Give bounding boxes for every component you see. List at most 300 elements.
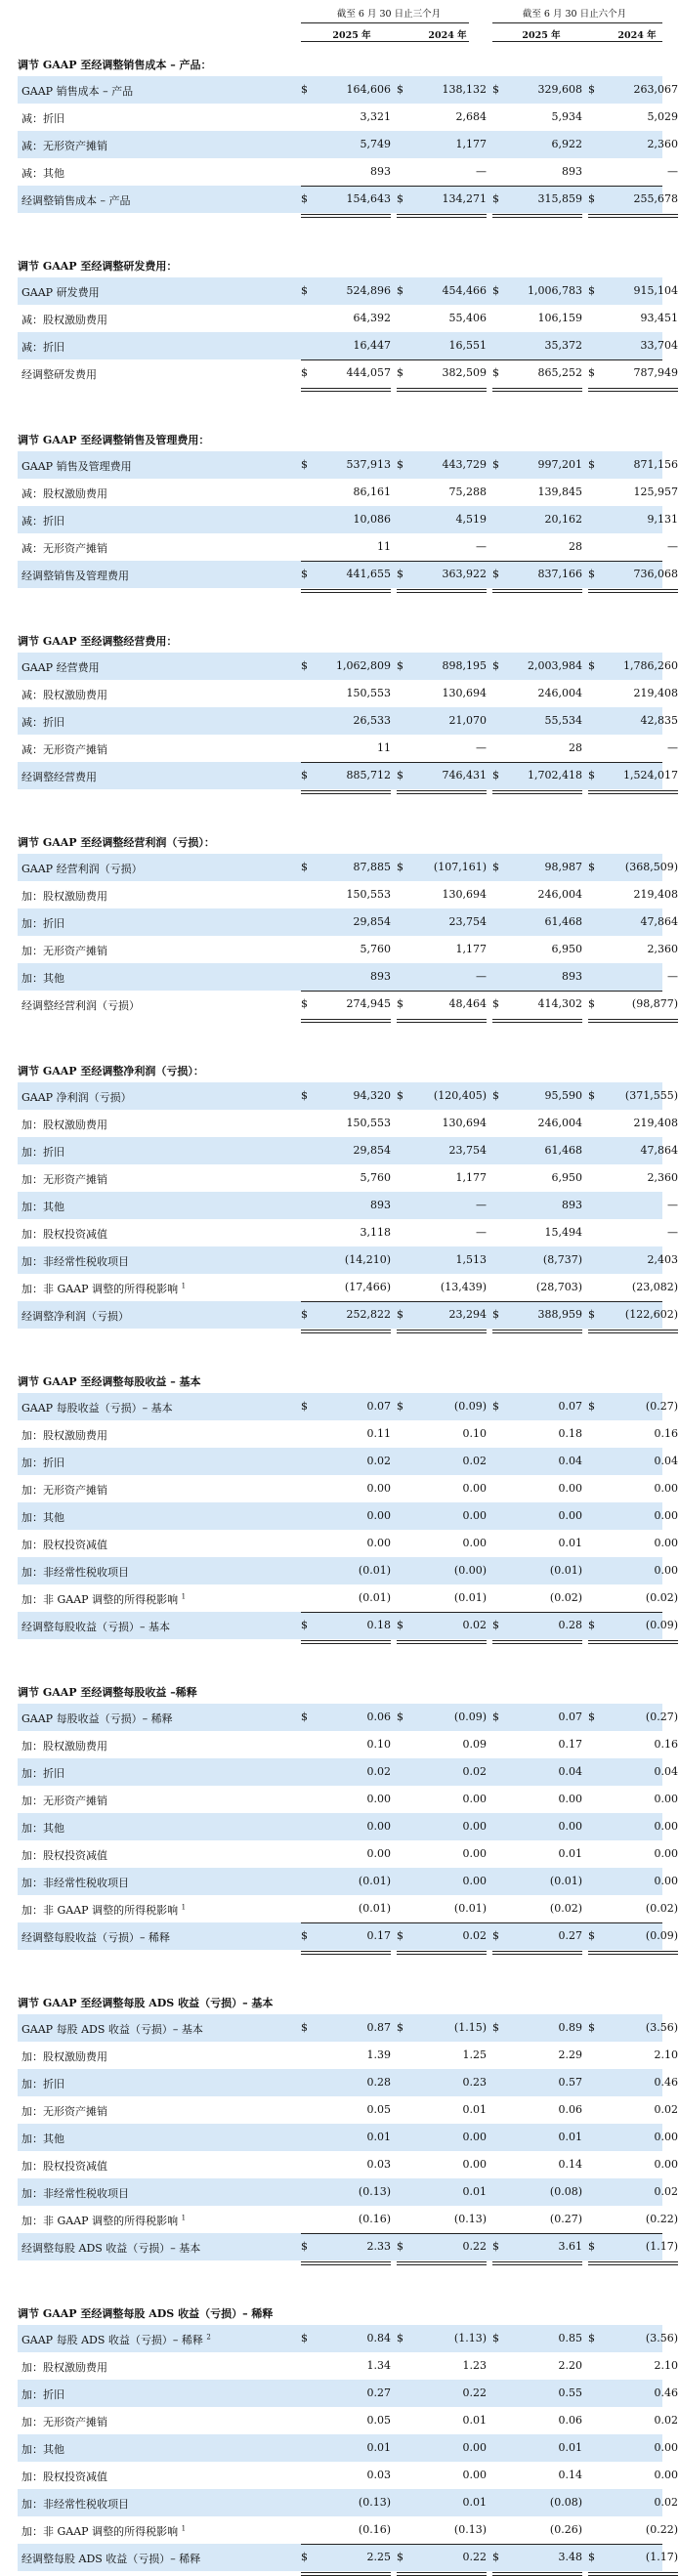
row-label-text: GAAP 每股收益（亏损）– 基本 [21,1402,173,1415]
value-number: (0.08) [549,2496,582,2509]
row-label [21,1089,132,1105]
value-cell [397,1482,487,1498]
value-number: (107,161) [433,861,487,873]
value-cell [588,1509,678,1525]
table-row [18,653,678,680]
row-label [21,1253,129,1269]
value-number: 33,704 [640,339,678,352]
value-cell [492,284,582,300]
total-row [18,762,678,789]
value-number: 1,513 [455,1253,487,1266]
total-row [18,1922,678,1950]
table-row [18,1584,678,1612]
value-cell [301,714,391,730]
value-cell [397,2496,487,2512]
value-number: (14,210) [344,1253,391,1266]
value-cell [301,1281,391,1296]
currency-symbol: $ [588,458,595,471]
value-number: (28,703) [535,1281,582,1293]
value-number: 898,195 [442,659,487,672]
value-cell [588,970,678,986]
value-cell [492,138,582,153]
value-number: 15,494 [544,1226,582,1239]
header-rule [301,22,469,23]
value-number: 0.14 [558,2158,582,2171]
value-cell [492,1117,582,1132]
value-number: 0.00 [366,1793,391,1805]
value-number: 10,086 [353,513,391,526]
value-number: 1.23 [462,2359,487,2372]
row-label-text: 加：股权投资减值 [21,1539,107,1551]
section-title: 调节 GAAP 至经调整研发费用： [18,260,178,273]
currency-symbol: $ [397,1400,403,1413]
value-number: (1.17) [645,2551,678,2563]
currency-symbol: $ [397,1308,403,1321]
value-cell [492,2240,582,2256]
value-cell [397,312,487,327]
value-number: 893 [562,165,582,178]
value-number: 1.25 [462,2048,487,2061]
value-number: 2,403 [647,1253,678,1266]
value-cell [397,2213,487,2228]
currency-symbol: $ [588,2332,595,2344]
header-rule [301,41,469,42]
value-number: 0.00 [654,1509,678,1522]
value-cell [397,2158,487,2174]
value-cell [397,2469,487,2484]
currency-symbol: $ [301,568,308,580]
row-label [21,2332,211,2347]
value-number: 0.27 [558,1929,582,1942]
row-label-text: 经调整每股收益（亏损）– 基本 [21,1621,170,1633]
value-number: 0.22 [462,2386,487,2399]
value-cell [588,138,678,153]
value-number: 0.23 [462,2076,487,2089]
value-cell [588,366,678,382]
value-cell [301,2469,391,2484]
currency-symbol: $ [301,1089,308,1102]
row-label-text: 加：折旧 [21,1457,64,1469]
value-number: 893 [562,970,582,983]
value-cell [492,1902,582,1918]
header-rule [492,41,662,42]
value-number: 0.17 [366,1929,391,1942]
currency-symbol: $ [492,2240,499,2253]
value-cell [397,284,487,300]
table-row [18,1219,678,1246]
row-label [21,1199,64,1214]
value-number: 0.02 [654,2103,678,2116]
value-cell [588,2076,678,2091]
row-label-text: 减：无形资产摊销 [21,140,107,152]
value-number: (0.02) [645,1902,678,1915]
value-cell [397,2386,487,2402]
value-cell [397,2551,487,2566]
row-label-text: 加：其他 [21,972,64,985]
currency-symbol: $ [588,2021,595,2034]
value-cell [301,1847,391,1863]
value-cell [588,2185,678,2201]
value-cell [492,1171,582,1187]
row-label [21,1619,170,1634]
value-number: 0.55 [558,2386,582,2399]
table-row [18,2178,678,2206]
value-cell [492,741,582,757]
value-number: 134,271 [442,192,487,205]
row-label [21,2185,129,2201]
row-label-text: 加：折旧 [21,2078,64,2090]
value-number: — [667,540,678,553]
row-label [21,284,100,300]
row-label-text: 加：折旧 [21,1146,64,1159]
value-cell [492,1308,582,1324]
total-row [18,359,678,387]
value-number: 1.39 [366,2048,391,2061]
value-number: 93,451 [640,312,678,324]
value-number: 444,057 [346,366,391,379]
row-label [21,2131,64,2146]
value-number: 0.02 [462,1929,487,1942]
currency-symbol: $ [492,769,499,781]
value-number: 0.16 [654,1738,678,1751]
value-number: 5,934 [551,110,582,123]
value-cell [397,1455,487,1470]
value-cell [492,2332,582,2347]
value-number: (0.09) [645,1929,678,1942]
value-number: 23,294 [448,1308,487,1321]
value-number: 0.00 [654,2158,678,2171]
row-label-text: 加：其他 [21,2443,64,2456]
value-number: 0.00 [558,1482,582,1495]
value-cell [492,2469,582,2484]
value-cell [492,486,582,501]
value-cell [588,2048,678,2064]
value-number: (0.00) [453,1564,487,1577]
value-cell [492,1400,582,1415]
value-cell [492,192,582,208]
value-number: 0.02 [654,2414,678,2427]
row-label [21,339,64,355]
value-number: — [667,1199,678,1211]
currency-symbol: $ [397,366,403,379]
table-row [18,2380,678,2407]
value-cell [301,888,391,904]
value-cell [492,2523,582,2539]
row-label [21,659,100,675]
value-cell [301,312,391,327]
value-cell [588,339,678,355]
total-row [18,561,678,588]
row-label [21,540,107,556]
row-label-text: 加：非 GAAP 调整的所得税影响 [21,1283,179,1295]
table-row [18,1420,678,1448]
value-number: 0.04 [558,1455,582,1467]
row-label-text: 加：非 GAAP 调整的所得税影响 [21,2525,179,2538]
value-cell [492,943,582,958]
footnote-marker: 1 [181,1903,187,1912]
value-number: 915,104 [633,284,678,297]
value-cell [492,2551,582,2566]
value-cell [492,915,582,931]
value-cell [301,1564,391,1580]
currency-symbol: $ [397,1619,403,1631]
section-title: 调节 GAAP 至经调整销售成本 – 产品： [18,59,212,71]
value-cell [588,1537,678,1552]
table-row [18,2014,678,2042]
total-row [18,991,678,1018]
value-cell [588,110,678,126]
header-period-three-months: 截至 6 月 30 日止三个月 [336,9,442,20]
value-cell [588,888,678,904]
value-number: 0.84 [366,2332,391,2344]
row-label [21,915,64,931]
value-number: 86,161 [353,486,391,498]
value-cell [397,1591,487,1607]
value-cell [301,2158,391,2174]
value-cell [492,2021,582,2037]
row-label [21,943,107,958]
value-number: 3.61 [558,2240,582,2253]
table-row [18,1502,678,1530]
currency-symbol: $ [397,284,403,297]
value-cell [397,192,487,208]
value-cell [301,2414,391,2429]
value-number: 0.00 [654,2469,678,2481]
value-cell [588,1902,678,1918]
currency-symbol: $ [588,284,595,297]
table-row [18,1704,678,1731]
value-cell [492,2048,582,2064]
currency-symbol: $ [588,1308,595,1321]
value-number: 0.03 [366,2158,391,2171]
value-number: 0.00 [654,1482,678,1495]
value-cell [588,513,678,528]
table-row [18,104,678,131]
row-label-text: 经调整销售成本 – 产品 [21,194,131,207]
value-cell [397,568,487,583]
value-cell [492,1482,582,1498]
value-number: 0.00 [462,2131,487,2143]
value-cell [397,1765,487,1781]
row-label [21,1929,170,1945]
value-number: 0.00 [654,1537,678,1549]
value-number: 219,408 [633,1117,678,1129]
row-label-text: 经调整经营费用 [21,771,97,783]
table-row [18,2325,678,2352]
footnote-marker: 1 [181,2524,187,2533]
row-label [21,165,64,181]
section-title: 调节 GAAP 至经调整每股收益 – 基本 [18,1375,201,1388]
row-label-text: 加：折旧 [21,917,64,930]
value-number: 0.00 [654,1875,678,1887]
value-cell [588,1875,678,1890]
value-number: 0.00 [558,1820,582,1833]
row-label-text: 经调整经营利润（亏损） [21,999,140,1012]
row-label [21,110,64,126]
value-cell [301,741,391,757]
table-row [18,479,678,506]
value-cell [301,2076,391,2091]
value-cell [492,1765,582,1781]
row-label [21,1875,129,1890]
row-label-text: 经调整净利润（亏损） [21,1310,129,1323]
row-label [21,861,143,876]
value-number: 61,468 [544,915,582,928]
value-cell [588,540,678,556]
value-number: 0.06 [366,1710,391,1723]
value-number: 6,950 [551,943,582,955]
table-row [18,1758,678,1786]
value-number: (0.27) [645,1710,678,1723]
value-cell [397,1509,487,1525]
value-number: 454,466 [442,284,487,297]
currency-symbol: $ [397,192,403,205]
value-number: (0.26) [549,2523,582,2536]
table-row [18,451,678,479]
value-number: 219,408 [633,687,678,699]
currency-symbol: $ [588,1619,595,1631]
value-cell [397,2414,487,2429]
value-number: 55,406 [448,312,487,324]
currency-symbol: $ [397,2551,403,2563]
currency-symbol: $ [397,1089,403,1102]
value-number: 246,004 [537,687,582,699]
value-number: (23,082) [631,1281,678,1293]
value-number: 382,509 [442,366,487,379]
value-number: (17,466) [344,1281,391,1293]
value-number: 87,885 [353,861,391,873]
value-cell [492,1738,582,1753]
value-cell [301,138,391,153]
table-row [18,2407,678,2434]
value-cell [301,568,391,583]
table-row [18,2434,678,2462]
value-number: 837,166 [537,568,582,580]
value-number: 2.10 [654,2359,678,2372]
value-number: 0.00 [462,1847,487,1860]
row-label [21,2359,107,2375]
value-number: 0.07 [558,1400,582,1413]
header-year: 2025 年 [522,30,561,41]
value-number: 3,118 [360,1226,391,1239]
value-number: (0.09) [645,1619,678,1631]
value-number: (0.01) [549,1875,582,1887]
value-cell [492,458,582,474]
value-cell [492,1564,582,1580]
value-number: 274,945 [346,997,391,1010]
row-label-text: 加：非经常性税收项目 [21,1566,129,1579]
row-label-text: 加：无形资产摊销 [21,1795,107,1807]
table-row [18,1895,678,1922]
value-cell [492,2185,582,2201]
table-row [18,1475,678,1502]
value-number: 6,922 [551,138,582,150]
value-number: 16,551 [448,339,487,352]
row-label-text: 加：无形资产摊销 [21,2416,107,2428]
value-cell [588,1308,678,1324]
value-cell [492,659,582,675]
table-row [18,1164,678,1192]
currency-symbol: $ [301,1619,308,1631]
value-cell [301,192,391,208]
value-number: 0.06 [558,2103,582,2116]
currency-symbol: $ [397,861,403,873]
value-number: 893 [370,970,391,983]
value-cell [301,1738,391,1753]
value-cell [492,110,582,126]
currency-symbol: $ [492,366,499,379]
table-row [18,936,678,963]
value-number: (0.09) [453,1400,487,1413]
value-cell [301,970,391,986]
value-cell [397,1117,487,1132]
value-cell [492,1847,582,1863]
row-label-text: 经调整销售及管理费用 [21,570,129,582]
value-number: 2.29 [558,2048,582,2061]
row-label [21,1564,129,1580]
value-cell [492,1591,582,1607]
value-cell [492,861,582,876]
row-label [21,458,132,474]
value-cell [492,2441,582,2457]
row-label-text: 加：非 GAAP 调整的所得税影响 [21,1593,179,1606]
value-cell [301,1117,391,1132]
row-label [21,1400,173,1415]
currency-symbol: $ [492,284,499,297]
value-number: — [476,165,487,178]
value-number: 0.07 [366,1400,391,1413]
value-number: (0.01) [549,1564,582,1577]
value-number: 0.00 [366,1509,391,1522]
value-number: 1,786,260 [623,659,678,672]
value-cell [492,888,582,904]
value-cell [492,1929,582,1945]
currency-symbol: $ [492,83,499,96]
currency-symbol: $ [588,1089,595,1102]
currency-symbol: $ [588,1929,595,1942]
value-number: 329,608 [537,83,582,96]
row-label-text: 加：折旧 [21,1767,64,1780]
value-number: 0.57 [558,2076,582,2089]
value-cell [301,1929,391,1945]
value-number: 75,288 [448,486,487,498]
value-number: 2,360 [647,943,678,955]
row-label [21,2158,107,2174]
value-number: 0.11 [366,1427,391,1440]
value-number: — [476,970,487,983]
value-number: 2.10 [654,2048,678,2061]
value-number: — [667,970,678,983]
row-label-text: GAAP 销售及管理费用 [21,460,132,473]
value-cell [301,943,391,958]
row-label-text: 减：无形资产摊销 [21,743,107,756]
row-label [21,2076,64,2091]
currency-symbol: $ [397,568,403,580]
total-row [18,186,678,213]
value-cell [588,2158,678,2174]
row-label-text: 减：股权激励费用 [21,689,107,701]
table-row [18,1246,678,1274]
table-row [18,1731,678,1758]
value-cell [397,2131,487,2146]
table-row [18,2462,678,2489]
value-number: 125,957 [633,486,678,498]
value-cell [301,1400,391,1415]
value-number: 42,835 [640,714,678,727]
value-number: 0.05 [366,2103,391,2116]
value-number: 0.00 [654,1564,678,1577]
value-number: 865,252 [537,366,582,379]
